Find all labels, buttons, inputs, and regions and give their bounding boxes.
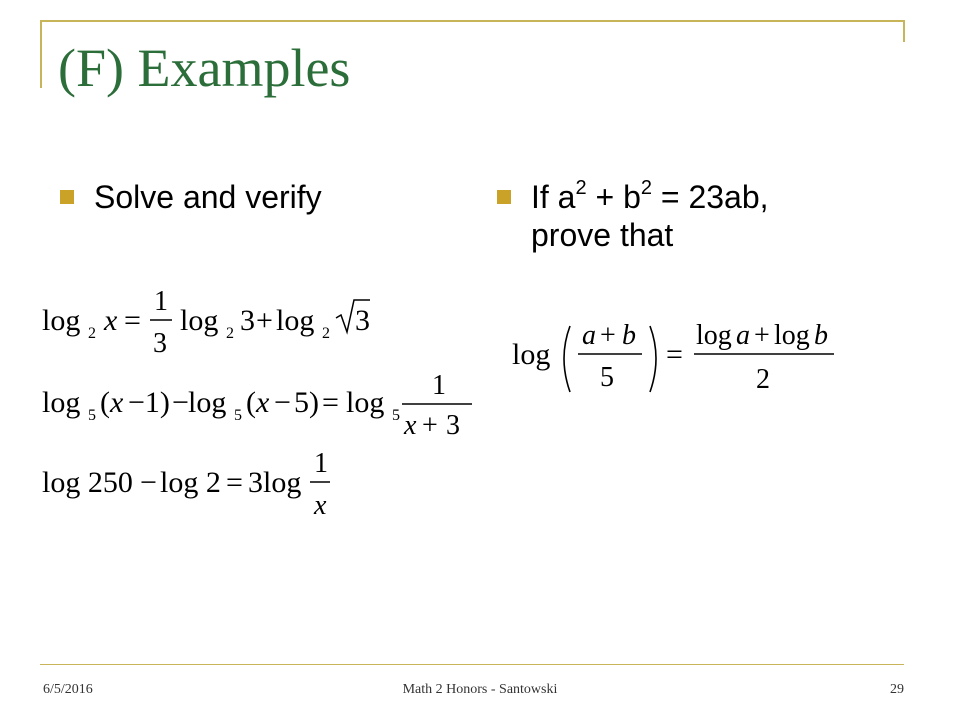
slide-frame-top: [40, 20, 904, 22]
slide-title: (F) Examples: [58, 38, 351, 98]
svg-text:log: log: [42, 386, 81, 419]
equation-2: [40, 368, 480, 445]
bullet-text: Solve and verify: [94, 179, 322, 215]
svg-text:2: 2: [226, 325, 234, 342]
svg-text:a: a: [736, 320, 750, 351]
svg-text:5: 5: [234, 407, 242, 424]
svg-text:x: x: [404, 410, 417, 440]
footer-course: Math 2 Honors - Santowski: [402, 682, 558, 697]
bullet-square-icon: [497, 190, 511, 204]
equation-1: [40, 282, 370, 367]
svg-text:log 2: log 2: [160, 466, 221, 499]
svg-text:log: log: [346, 386, 385, 419]
svg-text:b: b: [622, 320, 636, 351]
svg-text:log 250: log 250: [42, 466, 133, 499]
svg-text:1: 1: [314, 448, 328, 479]
svg-text:=: =: [124, 304, 141, 337]
slide-frame-left: [40, 20, 42, 88]
footer-date: 6/5/2016: [43, 682, 93, 697]
svg-text:a: a: [582, 320, 596, 351]
svg-text:x: x: [104, 304, 118, 337]
svg-text:+: +: [422, 410, 438, 440]
svg-text:2: 2: [756, 364, 770, 395]
svg-text:(: (: [246, 386, 256, 419]
svg-text:(: (: [100, 386, 110, 419]
svg-text:3: 3: [446, 410, 460, 440]
svg-text:−: −: [274, 386, 291, 419]
svg-text:log: log: [276, 304, 315, 337]
svg-text:=: =: [322, 386, 339, 419]
svg-text:=: =: [666, 338, 683, 371]
svg-text:1: 1: [432, 370, 446, 401]
svg-text:log: log: [512, 338, 551, 371]
svg-text:2: 2: [88, 325, 96, 342]
svg-text:log: log: [180, 304, 219, 337]
svg-text:−: −: [140, 466, 157, 499]
svg-text:5: 5: [600, 362, 614, 393]
svg-text:3log: 3log: [248, 466, 302, 499]
svg-text:3: 3: [240, 304, 255, 337]
svg-text:+: +: [256, 304, 273, 337]
svg-text:+: +: [600, 320, 616, 351]
bullet-text: If $a^2 + b^2 = 23ab$, prove that: [531, 177, 769, 253]
svg-text:x: x: [256, 386, 270, 419]
svg-text:log: log: [696, 320, 732, 351]
svg-text:5: 5: [392, 407, 400, 424]
svg-text:3: 3: [153, 328, 167, 359]
bullet-prove: [497, 178, 827, 254]
footer-divider: [40, 664, 904, 665]
svg-text:5: 5: [88, 407, 96, 424]
svg-text:2: 2: [322, 325, 330, 342]
equation-right: [510, 312, 850, 407]
svg-text:−: −: [172, 386, 189, 419]
footer-page-number: 29: [890, 682, 904, 697]
svg-text:=: =: [226, 466, 243, 499]
svg-text:+: +: [754, 320, 770, 351]
svg-text:3: 3: [355, 304, 370, 337]
svg-text:log: log: [42, 304, 81, 337]
equation-3: [40, 448, 340, 527]
slide-frame-right: [903, 20, 905, 42]
svg-text:−1): −1): [128, 386, 170, 419]
svg-text:log: log: [188, 386, 227, 419]
svg-text:b: b: [814, 320, 828, 351]
bullet-solve-verify: [60, 178, 322, 216]
svg-text:5): 5): [294, 386, 319, 419]
svg-text:log: log: [774, 320, 810, 351]
svg-text:x: x: [110, 386, 124, 419]
svg-text:1: 1: [154, 286, 168, 317]
svg-text:x: x: [314, 490, 327, 521]
bullet-square-icon: [60, 190, 74, 204]
